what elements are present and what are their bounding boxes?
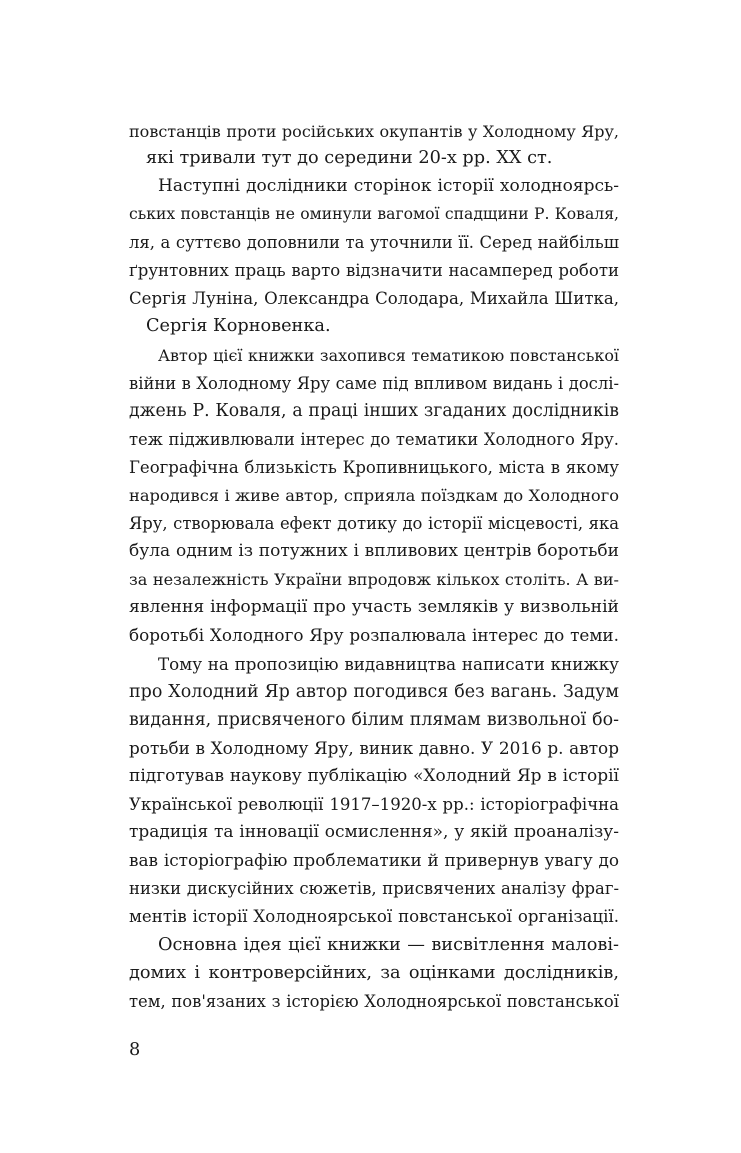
text-line: ських повстанців не оминули вагомої спадщини Р. Коваля, [129,205,619,223]
text-line: ментів історії Холодноярської повстанської організації. [129,907,619,926]
text-line: ротьби в Холодному Яру, виник давно. У 2016 р. автор [129,738,619,758]
text-line: теж підживлювали інтерес до тематики Холодного Яру. [129,430,619,449]
text-line: Української революції 1917–1920-х рр.: історіографічна [129,795,619,814]
text-line: ля, а суттєво доповнили та уточнили її. Серед найбільш [129,233,619,252]
text-line: джень Р. Коваля, а праці інших згаданих дослідників [129,401,619,421]
text-line: Основна ідея цієї книжки — висвітлення малові- [158,935,619,955]
text-line: традиція та інновації осмислення», у якій проаналізу- [129,822,619,842]
text-line: Наступні дослідники сторінок історії холодноярсь- [158,176,619,196]
text-line: Тому на пропозицію видавництва написати книжку [158,654,619,674]
text-line: війни в Холодному Яру саме під впливом видань і дослі- [129,374,619,393]
text-line: підготував наукову публікацію «Холодний Яр в історії [129,766,619,786]
text-line: домих і контроверсійних, за оцінками дослідників, [129,963,619,983]
text-line: Яру, створювала ефект дотику до історії місцевості, яка [129,514,619,533]
text-line: низки дискусійних сюжетів, присвячених аналізу фраг- [129,879,619,898]
text-line: Автор цієї книжки захопився тематикою повстанської [158,346,619,365]
text-line: вав історіографію проблематики й привернув увагу до [129,850,619,870]
text-line: народився і живе автор, сприяла поїздкам до Холодного [129,486,619,505]
text-line: була одним із потужних і впливових центрів боротьби [129,541,619,561]
text-line: ґрунтовних праць варто відзначити насамперед роботи [129,261,619,280]
page-number: 8 [129,1040,141,1060]
text-line: видання, присвяченого білим плямам визвольної бо- [129,710,619,730]
text-line: Сергія Корновенка. [146,316,331,336]
text-line: які тривали тут до середини 20-х рр. ХХ ст. [146,148,553,168]
text-line: Географічна близькість Кропивницького, міста в якому [129,458,619,477]
text-line: боротьбі Холодного Яру розпалювала інтерес до теми. [129,625,619,645]
text-line: за незалежність України впродовж кількох століть. А ви- [129,570,619,589]
text-line: явлення інформації про участь земляків у визвольній [129,597,619,617]
text-line: повстанців проти російських окупантів у Холодному Яру, [129,122,619,141]
text-line: тем, пов'язаних з історією Холодноярської повстанської [129,992,619,1011]
text-line: про Холодний Яр автор погодився без вагань. Задум [129,682,619,702]
text-line: Сергія Луніна, Олександра Солодара, Михайла Шитка, [129,289,619,308]
